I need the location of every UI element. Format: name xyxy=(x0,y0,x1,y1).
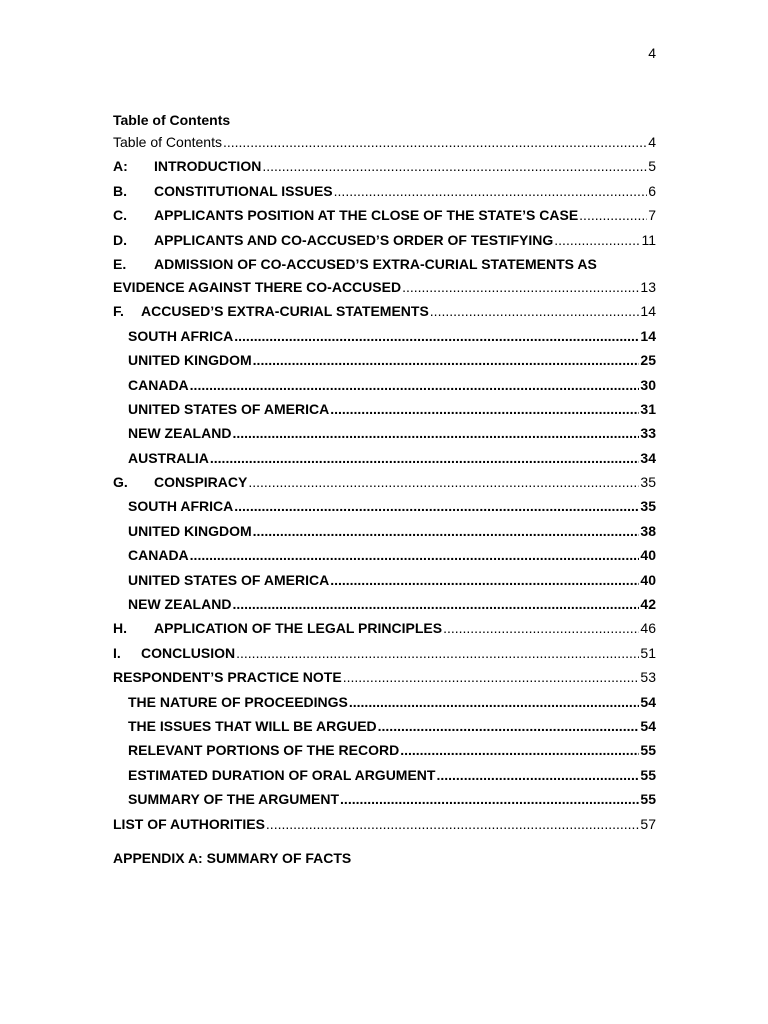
toc-list xyxy=(113,134,656,840)
toc-dot-leader xyxy=(262,158,647,175)
toc-entry-title: CONSTITUTIONAL ISSUES xyxy=(154,182,333,199)
toc-dot-leader xyxy=(378,718,640,735)
toc-entry-title: UNITED KINGDOM xyxy=(128,352,252,369)
toc-entry-title: RELEVANT PORTIONS OF THE RECORD xyxy=(128,742,400,759)
toc-entry-page: 13 xyxy=(640,278,656,295)
toc-dot-leader xyxy=(248,474,639,491)
toc-entry-title: SOUTH AFRICA xyxy=(128,327,234,344)
toc-entry-title: RESPONDENT’S PRACTICE NOTE xyxy=(113,669,342,686)
toc-dot-leader xyxy=(234,498,639,515)
toc-dot-leader xyxy=(232,596,639,613)
toc-entry[interactable] xyxy=(113,498,656,515)
toc-dot-leader xyxy=(334,183,648,200)
toc-entry-title: APPLICANTS POSITION AT THE CLOSE OF THE STATE’S CASE xyxy=(154,207,579,224)
toc-entry[interactable] xyxy=(113,596,656,613)
toc-entry[interactable] xyxy=(113,328,656,345)
toc-entry[interactable] xyxy=(113,256,656,296)
toc-entry-label: H. xyxy=(113,620,127,637)
toc-entry[interactable] xyxy=(113,547,656,564)
toc-entry[interactable] xyxy=(113,450,656,467)
toc-entry-page: 4 xyxy=(648,134,656,150)
toc-entry-label: I. xyxy=(113,644,121,661)
toc-dot-leader xyxy=(253,523,640,540)
toc-entry-page: 42 xyxy=(640,596,656,613)
toc-dot-leader xyxy=(430,303,640,320)
toc-entry-page: 35 xyxy=(640,498,656,515)
toc-entry[interactable] xyxy=(113,425,656,442)
toc-entry[interactable] xyxy=(113,767,656,784)
toc-entry[interactable] xyxy=(113,645,656,662)
toc-entry-page: 46 xyxy=(640,620,656,637)
toc-entry-page: 6 xyxy=(648,182,656,199)
toc-entry-page: 51 xyxy=(640,644,656,661)
page-number: 4 xyxy=(648,45,656,61)
toc-entry[interactable] xyxy=(113,791,656,808)
toc-entry[interactable] xyxy=(113,377,656,394)
toc-entry-title: CANADA xyxy=(128,376,189,393)
toc-entry[interactable] xyxy=(113,303,656,320)
toc-dot-leader xyxy=(443,620,639,637)
toc-entry[interactable] xyxy=(113,474,656,491)
toc-entry-title: ADMISSION OF CO-ACCUSED’S EXTRA-CURIAL STATEMENTS AS xyxy=(154,255,597,272)
toc-entry-page: 55 xyxy=(640,791,656,808)
toc-entry-label: E. xyxy=(113,255,127,272)
toc-entry[interactable] xyxy=(113,401,656,418)
toc-dot-leader xyxy=(340,791,639,808)
toc-dot-leader xyxy=(234,328,639,345)
toc-dot-leader xyxy=(232,425,639,442)
toc-dot-leader xyxy=(436,767,639,784)
toc-entry-title: UNITED STATES OF AMERICA xyxy=(128,400,330,417)
toc-entry-title: THE NATURE OF PROCEEDINGS xyxy=(128,693,348,710)
toc-dot-leader xyxy=(554,232,640,249)
toc-entry[interactable] xyxy=(113,134,656,151)
toc-entry-page: 14 xyxy=(640,303,656,320)
toc-entry-title: AUSTRALIA xyxy=(128,449,209,466)
toc-entry-page: 57 xyxy=(640,815,656,832)
toc-entry-page: 53 xyxy=(640,669,656,686)
toc-entry-page: 54 xyxy=(640,717,656,734)
toc-entry-page: 7 xyxy=(648,207,656,224)
toc-entry[interactable] xyxy=(113,572,656,589)
appendix-heading: APPENDIX A: SUMMARY OF FACTS xyxy=(113,850,352,866)
toc-entry[interactable] xyxy=(113,523,656,540)
toc-entry-title: THE ISSUES THAT WILL BE ARGUED xyxy=(128,717,377,734)
toc-entry-page: 25 xyxy=(640,352,656,369)
toc-entry[interactable] xyxy=(113,207,656,224)
toc-entry[interactable] xyxy=(113,620,656,637)
toc-entry[interactable] xyxy=(113,669,656,686)
toc-entry-label: F. xyxy=(113,303,124,320)
toc-entry-title: APPLICATION OF THE LEGAL PRINCIPLES xyxy=(154,620,443,637)
toc-dot-leader xyxy=(330,572,639,589)
toc-entry-label: D. xyxy=(113,231,127,248)
toc-entry-title: NEW ZEALAND xyxy=(128,425,232,442)
toc-entry-title: Table of Contents xyxy=(113,134,222,150)
toc-entry-page: 34 xyxy=(640,449,656,466)
toc-entry[interactable] xyxy=(113,816,656,833)
toc-entry-label: B. xyxy=(113,182,127,199)
toc-entry-title: LIST OF AUTHORITIES xyxy=(113,815,265,832)
toc-dot-leader xyxy=(210,450,640,467)
toc-dot-leader xyxy=(223,134,647,151)
toc-entry-title: SOUTH AFRICA xyxy=(128,498,234,515)
toc-dot-leader xyxy=(190,547,640,564)
toc-entry[interactable] xyxy=(113,183,656,200)
toc-dot-leader xyxy=(330,401,639,418)
toc-entry[interactable] xyxy=(113,352,656,369)
toc-entry-page: 40 xyxy=(640,571,656,588)
toc-entry-title: CANADA xyxy=(128,547,189,564)
toc-entry-page: 11 xyxy=(641,231,656,248)
toc-dot-leader xyxy=(266,816,640,833)
toc-entry-title: APPLICANTS AND CO-ACCUSED’S ORDER OF TESTIFYING xyxy=(154,231,554,248)
toc-entry-page: 35 xyxy=(640,474,656,491)
toc-entry-page: 30 xyxy=(640,376,656,393)
toc-entry[interactable] xyxy=(113,694,656,711)
toc-entry[interactable] xyxy=(113,232,656,249)
toc-dot-leader xyxy=(190,377,640,394)
toc-entry-title: SUMMARY OF THE ARGUMENT xyxy=(128,791,340,808)
toc-entry-title: CONCLUSION xyxy=(141,644,236,661)
toc-entry[interactable] xyxy=(113,718,656,735)
toc-entry-title: INTRODUCTION xyxy=(154,158,262,175)
toc-entry-page: 33 xyxy=(640,425,656,442)
toc-entry-page: 31 xyxy=(640,400,656,417)
toc-entry-page: 5 xyxy=(648,158,656,175)
toc-dot-leader xyxy=(253,352,640,369)
toc-entry-page: 55 xyxy=(640,742,656,759)
toc-entry-title: ACCUSED’S EXTRA-CURIAL STATEMENTS xyxy=(141,303,429,320)
toc-dot-leader xyxy=(402,279,639,296)
toc-entry-label: A: xyxy=(113,158,128,175)
toc-dot-leader xyxy=(349,694,640,711)
toc-entry-title-continued: EVIDENCE AGAINST THERE CO-ACCUSED xyxy=(113,278,402,295)
toc-entry[interactable] xyxy=(113,158,656,175)
toc-entry-page: 55 xyxy=(640,766,656,783)
toc-entry-title: UNITED STATES OF AMERICA xyxy=(128,571,330,588)
toc-entry-page: 38 xyxy=(640,522,656,539)
toc-entry-title: CONSPIRACY xyxy=(154,474,248,491)
toc-entry-page: 40 xyxy=(640,547,656,564)
toc-entry-label: C. xyxy=(113,207,127,224)
toc-entry-page: 54 xyxy=(640,693,656,710)
toc-entry[interactable] xyxy=(113,742,656,759)
toc-entry-title: UNITED KINGDOM xyxy=(128,522,252,539)
toc-dot-leader xyxy=(400,742,639,759)
toc-entry-title: ESTIMATED DURATION OF ORAL ARGUMENT xyxy=(128,766,436,783)
toc-dot-leader xyxy=(579,207,647,224)
toc-heading: Table of Contents xyxy=(113,112,231,128)
toc-dot-leader xyxy=(236,645,639,662)
toc-entry-page: 14 xyxy=(640,327,656,344)
toc-dot-leader xyxy=(343,669,640,686)
toc-entry-title: NEW ZEALAND xyxy=(128,596,232,613)
toc-entry-label: G. xyxy=(113,474,128,491)
